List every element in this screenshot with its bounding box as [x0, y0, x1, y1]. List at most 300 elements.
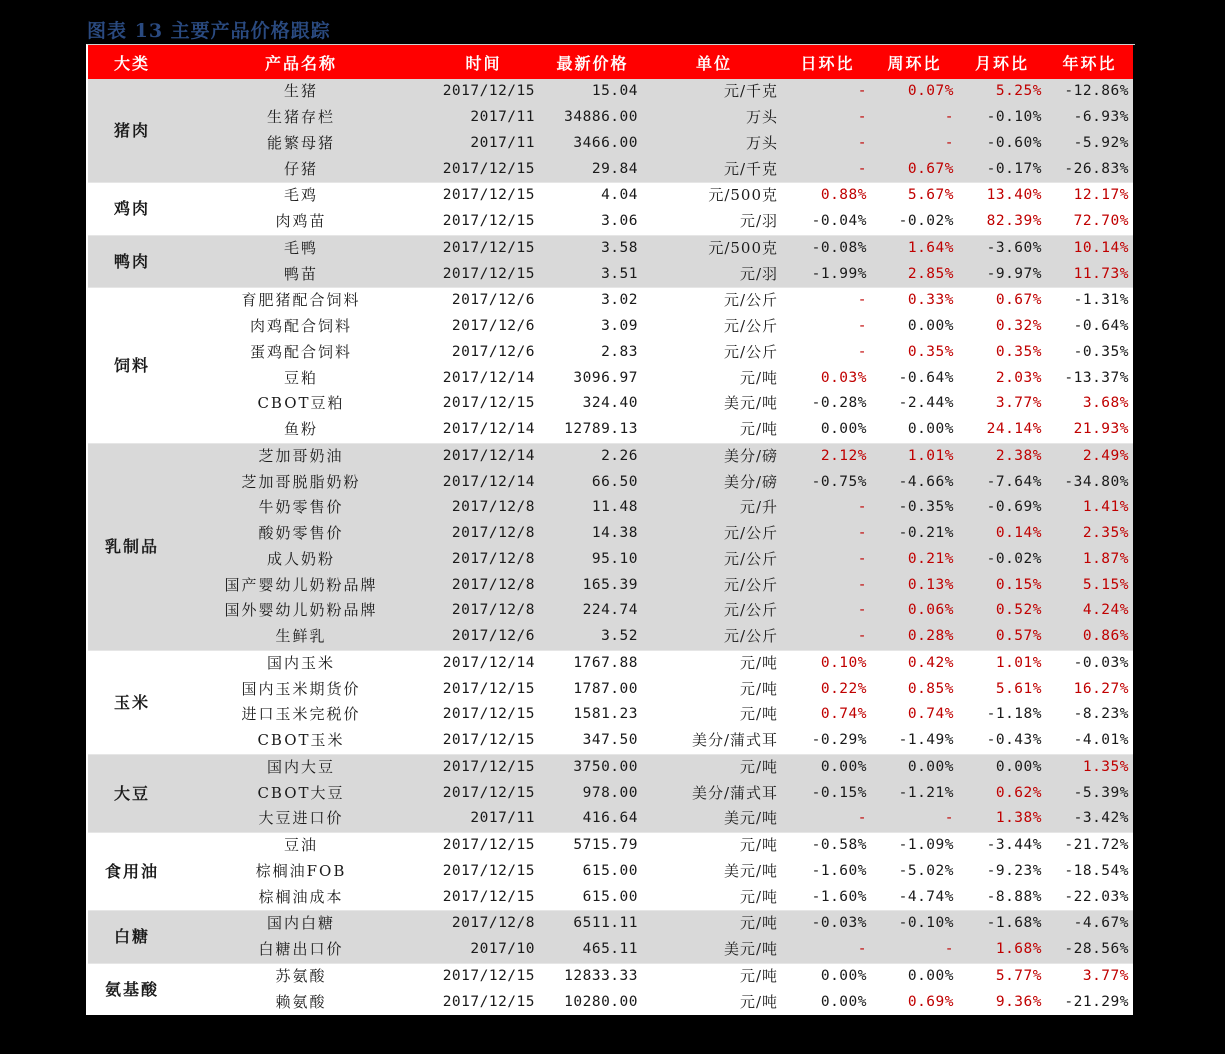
table-row [88, 598, 1133, 624]
week-over-week-cell: 0.13% [871, 572, 958, 598]
year-over-year-cell: -5.92% [1046, 131, 1133, 157]
price-cell: 3.52 [541, 624, 644, 650]
unit-cell: 元/千克 [644, 156, 784, 182]
product-name-cell: 棕榈油成本 [176, 884, 426, 910]
table-row [88, 521, 1133, 547]
unit-cell: 元/升 [644, 495, 784, 521]
unit-cell: 元/吨 [644, 650, 784, 676]
table-row [88, 728, 1133, 754]
week-over-week-cell: -4.66% [871, 469, 958, 495]
table-row [88, 989, 1133, 1015]
year-over-year-cell: 21.93% [1046, 417, 1133, 443]
category-cell: 氨基酸 [88, 963, 176, 1015]
date-cell: 2017/11 [426, 105, 541, 131]
day-over-day-cell: - [784, 340, 871, 366]
day-over-day-cell: - [784, 495, 871, 521]
year-over-year-cell: -12.86% [1046, 79, 1133, 105]
table-row [88, 417, 1133, 443]
month-over-month-cell: 0.32% [958, 314, 1046, 340]
year-over-year-cell: 11.73% [1046, 261, 1133, 287]
price-cell: 14.38 [541, 521, 644, 547]
month-over-month-cell: -3.60% [958, 235, 1046, 261]
product-name-cell: 肉鸡苗 [176, 209, 426, 235]
month-over-month-cell: 2.38% [958, 443, 1046, 469]
day-over-day-cell: 0.03% [784, 365, 871, 391]
day-over-day-cell: - [784, 131, 871, 157]
week-over-week-cell: -1.09% [871, 832, 958, 858]
price-tracking-table [88, 45, 1133, 1015]
year-over-year-cell: 4.24% [1046, 598, 1133, 624]
day-over-day-cell: 2.12% [784, 443, 871, 469]
price-cell: 3466.00 [541, 131, 644, 157]
year-over-year-cell: -21.72% [1046, 832, 1133, 858]
date-cell: 2017/11 [426, 131, 541, 157]
price-cell: 347.50 [541, 728, 644, 754]
day-over-day-cell: 0.22% [784, 676, 871, 702]
price-cell: 1581.23 [541, 702, 644, 728]
week-over-week-cell: 0.07% [871, 79, 958, 105]
product-name-cell: 肉鸡配合饲料 [176, 314, 426, 340]
week-over-week-cell: -0.64% [871, 365, 958, 391]
unit-cell: 元/公斤 [644, 314, 784, 340]
product-name-cell: 赖氨酸 [176, 989, 426, 1015]
date-cell: 2017/12/8 [426, 495, 541, 521]
day-over-day-cell: -1.60% [784, 859, 871, 885]
table-row [88, 288, 1133, 314]
month-over-month-cell: 1.01% [958, 650, 1046, 676]
price-cell: 3.02 [541, 288, 644, 314]
product-name-cell: 国内玉米期货价 [176, 676, 426, 702]
price-cell: 15.04 [541, 79, 644, 105]
week-over-week-cell: 0.33% [871, 288, 958, 314]
unit-cell: 元/吨 [644, 989, 784, 1015]
product-name-cell: CBOT玉米 [176, 728, 426, 754]
month-over-month-cell: -9.23% [958, 859, 1046, 885]
price-cell: 6511.11 [541, 911, 644, 937]
header-day-over-day: 日环比 [800, 53, 855, 73]
month-over-month-cell: 0.15% [958, 572, 1046, 598]
product-name-cell: 鸭苗 [176, 261, 426, 287]
week-over-week-cell: - [871, 937, 958, 963]
week-over-week-cell: 0.69% [871, 989, 958, 1015]
category-cell: 食用油 [88, 832, 176, 910]
table-row [88, 963, 1133, 989]
table-row [88, 391, 1133, 417]
product-name-cell: 芝加哥脱脂奶粉 [176, 469, 426, 495]
month-over-month-cell: -3.44% [958, 832, 1046, 858]
date-cell: 2017/12/15 [426, 728, 541, 754]
date-cell: 2017/12/15 [426, 963, 541, 989]
price-cell: 978.00 [541, 780, 644, 806]
product-name-cell: CBOT大豆 [176, 780, 426, 806]
table-row [88, 650, 1133, 676]
day-over-day-cell: - [784, 937, 871, 963]
month-over-month-cell: -7.64% [958, 469, 1046, 495]
date-cell: 2017/12/15 [426, 183, 541, 209]
day-over-day-cell: -0.15% [784, 780, 871, 806]
year-over-year-cell: -21.29% [1046, 989, 1133, 1015]
category-cell: 玉米 [88, 650, 176, 754]
price-cell: 465.11 [541, 937, 644, 963]
month-over-month-cell: 5.77% [958, 963, 1046, 989]
unit-cell: 美元/吨 [644, 806, 784, 832]
date-cell: 2017/12/15 [426, 391, 541, 417]
price-cell: 3.06 [541, 209, 644, 235]
day-over-day-cell: - [784, 288, 871, 314]
price-cell: 2.26 [541, 443, 644, 469]
product-name-cell: 大豆进口价 [176, 806, 426, 832]
year-over-year-cell: -1.31% [1046, 288, 1133, 314]
price-cell: 3.58 [541, 235, 644, 261]
unit-cell: 元/500克 [644, 235, 784, 261]
table-row [88, 209, 1133, 235]
week-over-week-cell: 5.67% [871, 183, 958, 209]
day-over-day-cell: - [784, 598, 871, 624]
day-over-day-cell: 0.00% [784, 754, 871, 780]
unit-cell: 元/公斤 [644, 288, 784, 314]
price-cell: 66.50 [541, 469, 644, 495]
unit-cell: 元/羽 [644, 209, 784, 235]
week-over-week-cell: - [871, 105, 958, 131]
day-over-day-cell: -0.04% [784, 209, 871, 235]
week-over-week-cell: 0.85% [871, 676, 958, 702]
unit-cell: 元/吨 [644, 911, 784, 937]
table-row [88, 547, 1133, 573]
date-cell: 2017/12/6 [426, 288, 541, 314]
product-name-cell: 白糖出口价 [176, 937, 426, 963]
table-row [88, 443, 1133, 469]
date-cell: 2017/12/8 [426, 547, 541, 573]
month-over-month-cell: 0.57% [958, 624, 1046, 650]
year-over-year-cell: -5.39% [1046, 780, 1133, 806]
table-row [88, 340, 1133, 366]
date-cell: 2017/12/15 [426, 79, 541, 105]
month-over-month-cell: 5.61% [958, 676, 1046, 702]
unit-cell: 元/公斤 [644, 624, 784, 650]
table-row [88, 780, 1133, 806]
price-cell: 615.00 [541, 859, 644, 885]
week-over-week-cell: -1.49% [871, 728, 958, 754]
date-cell: 2017/11 [426, 806, 541, 832]
date-cell: 2017/12/15 [426, 989, 541, 1015]
product-name-cell: 生猪存栏 [176, 105, 426, 131]
week-over-week-cell: 0.74% [871, 702, 958, 728]
year-over-year-cell: -22.03% [1046, 884, 1133, 910]
table-row [88, 365, 1133, 391]
day-over-day-cell: -0.03% [784, 911, 871, 937]
unit-cell: 元/500克 [644, 183, 784, 209]
table-row [88, 676, 1133, 702]
month-over-month-cell: 24.14% [958, 417, 1046, 443]
category-cell: 鸭肉 [88, 235, 176, 288]
product-name-cell: 生猪 [176, 79, 426, 105]
header-date: 时间 [465, 53, 502, 73]
month-over-month-cell: -9.97% [958, 261, 1046, 287]
year-over-year-cell: 10.14% [1046, 235, 1133, 261]
date-cell: 2017/12/14 [426, 443, 541, 469]
week-over-week-cell: 1.64% [871, 235, 958, 261]
product-name-cell: 仔猪 [176, 156, 426, 182]
unit-cell: 美分/蒲式耳 [644, 780, 784, 806]
unit-cell: 美分/蒲式耳 [644, 728, 784, 754]
price-cell: 1767.88 [541, 650, 644, 676]
unit-cell: 美元/吨 [644, 859, 784, 885]
week-over-week-cell: -2.44% [871, 391, 958, 417]
month-over-month-cell: -0.43% [958, 728, 1046, 754]
date-cell: 2017/12/8 [426, 521, 541, 547]
date-cell: 2017/12/8 [426, 572, 541, 598]
date-cell: 2017/12/15 [426, 754, 541, 780]
week-over-week-cell: 0.00% [871, 417, 958, 443]
day-over-day-cell: 0.00% [784, 989, 871, 1015]
year-over-year-cell: 2.49% [1046, 443, 1133, 469]
year-over-year-cell: -4.01% [1046, 728, 1133, 754]
unit-cell: 元/公斤 [644, 598, 784, 624]
unit-cell: 元/公斤 [644, 572, 784, 598]
date-cell: 2017/12/8 [426, 598, 541, 624]
year-over-year-cell: 1.41% [1046, 495, 1133, 521]
product-name-cell: 国内大豆 [176, 754, 426, 780]
month-over-month-cell: 2.03% [958, 365, 1046, 391]
year-over-year-cell: 3.77% [1046, 963, 1133, 989]
month-over-month-cell: 0.62% [958, 780, 1046, 806]
month-over-month-cell: 5.25% [958, 79, 1046, 105]
unit-cell: 元/吨 [644, 676, 784, 702]
table-row [88, 624, 1133, 650]
month-over-month-cell: -0.69% [958, 495, 1046, 521]
table-row [88, 911, 1133, 937]
month-over-month-cell: -0.10% [958, 105, 1046, 131]
week-over-week-cell: 0.67% [871, 156, 958, 182]
product-name-cell: 国外婴幼儿奶粉品牌 [176, 598, 426, 624]
month-over-month-cell: 13.40% [958, 183, 1046, 209]
week-over-week-cell: 0.21% [871, 547, 958, 573]
week-over-week-cell: -1.21% [871, 780, 958, 806]
unit-cell: 美元/吨 [644, 937, 784, 963]
header-unit: 单位 [695, 53, 732, 73]
year-over-year-cell: -0.03% [1046, 650, 1133, 676]
product-name-cell: 国内玉米 [176, 650, 426, 676]
month-over-month-cell: 0.52% [958, 598, 1046, 624]
unit-cell: 美分/磅 [644, 443, 784, 469]
unit-cell: 万头 [644, 105, 784, 131]
year-over-year-cell: -18.54% [1046, 859, 1133, 885]
category-cell: 饲料 [88, 288, 176, 444]
unit-cell: 元/吨 [644, 832, 784, 858]
unit-cell: 元/公斤 [644, 521, 784, 547]
price-cell: 3096.97 [541, 365, 644, 391]
day-over-day-cell: -0.75% [784, 469, 871, 495]
table-row [88, 806, 1133, 832]
price-cell: 1787.00 [541, 676, 644, 702]
category-cell: 白糖 [88, 911, 176, 964]
day-over-day-cell: - [784, 547, 871, 573]
week-over-week-cell: 0.00% [871, 754, 958, 780]
price-cell: 29.84 [541, 156, 644, 182]
product-name-cell: 毛鸡 [176, 183, 426, 209]
product-name-cell: 苏氨酸 [176, 963, 426, 989]
month-over-month-cell: 1.68% [958, 937, 1046, 963]
price-cell: 10280.00 [541, 989, 644, 1015]
product-name-cell: 育肥猪配合饲料 [176, 288, 426, 314]
table-row [88, 859, 1133, 885]
price-cell: 224.74 [541, 598, 644, 624]
price-cell: 416.64 [541, 806, 644, 832]
date-cell: 2017/12/6 [426, 314, 541, 340]
day-over-day-cell: - [784, 156, 871, 182]
month-over-month-cell: -8.88% [958, 884, 1046, 910]
month-over-month-cell: 3.77% [958, 391, 1046, 417]
price-cell: 165.39 [541, 572, 644, 598]
unit-cell: 元/吨 [644, 417, 784, 443]
week-over-week-cell: -4.74% [871, 884, 958, 910]
product-name-cell: 豆油 [176, 832, 426, 858]
year-over-year-cell: 0.86% [1046, 624, 1133, 650]
day-over-day-cell: -0.28% [784, 391, 871, 417]
unit-cell: 元/吨 [644, 702, 784, 728]
price-cell: 615.00 [541, 884, 644, 910]
product-name-cell: 酸奶零售价 [176, 521, 426, 547]
day-over-day-cell: 0.88% [784, 183, 871, 209]
month-over-month-cell: -1.18% [958, 702, 1046, 728]
unit-cell: 美元/吨 [644, 391, 784, 417]
year-over-year-cell: -0.35% [1046, 340, 1133, 366]
date-cell: 2017/12/15 [426, 156, 541, 182]
table-body [88, 79, 1133, 1015]
price-cell: 12789.13 [541, 417, 644, 443]
date-cell: 2017/12/6 [426, 624, 541, 650]
header-category: 大类 [113, 53, 150, 73]
unit-cell: 元/公斤 [644, 547, 784, 573]
product-name-cell: 鱼粉 [176, 417, 426, 443]
date-cell: 2017/12/15 [426, 832, 541, 858]
category-cell: 乳制品 [88, 443, 176, 650]
date-cell: 2017/12/15 [426, 702, 541, 728]
product-name-cell: 生鲜乳 [176, 624, 426, 650]
unit-cell: 元/吨 [644, 754, 784, 780]
price-cell: 34886.00 [541, 105, 644, 131]
week-over-week-cell: 0.42% [871, 650, 958, 676]
category-cell: 鸡肉 [88, 183, 176, 236]
day-over-day-cell: - [784, 314, 871, 340]
price-cell: 3.51 [541, 261, 644, 287]
date-cell: 2017/12/8 [426, 911, 541, 937]
price-cell: 3.09 [541, 314, 644, 340]
unit-cell: 元/公斤 [644, 340, 784, 366]
year-over-year-cell: -6.93% [1046, 105, 1133, 131]
product-name-cell: 豆粕 [176, 365, 426, 391]
year-over-year-cell: 16.27% [1046, 676, 1133, 702]
product-name-cell: 能繁母猪 [176, 131, 426, 157]
day-over-day-cell: 0.74% [784, 702, 871, 728]
date-cell: 2017/12/14 [426, 650, 541, 676]
day-over-day-cell: 0.10% [784, 650, 871, 676]
year-over-year-cell: -13.37% [1046, 365, 1133, 391]
header-product-name: 产品名称 [264, 53, 337, 73]
table-row [88, 235, 1133, 261]
table-row [88, 495, 1133, 521]
price-cell: 324.40 [541, 391, 644, 417]
price-tracking-table-container [86, 44, 1135, 1015]
date-cell: 2017/12/15 [426, 859, 541, 885]
year-over-year-cell: -26.83% [1046, 156, 1133, 182]
product-name-cell: 国内白糖 [176, 911, 426, 937]
date-cell: 2017/12/14 [426, 365, 541, 391]
category-cell: 大豆 [88, 754, 176, 832]
month-over-month-cell: 1.38% [958, 806, 1046, 832]
unit-cell: 元/千克 [644, 79, 784, 105]
year-over-year-cell: 3.68% [1046, 391, 1133, 417]
date-cell: 2017/12/15 [426, 209, 541, 235]
table-row [88, 183, 1133, 209]
unit-cell: 元/吨 [644, 884, 784, 910]
table-row [88, 314, 1133, 340]
price-cell: 2.83 [541, 340, 644, 366]
product-name-cell: 毛鸭 [176, 235, 426, 261]
product-name-cell: 成人奶粉 [176, 547, 426, 573]
week-over-week-cell: -0.21% [871, 521, 958, 547]
month-over-month-cell: 9.36% [958, 989, 1046, 1015]
year-over-year-cell: 2.35% [1046, 521, 1133, 547]
table-row [88, 469, 1133, 495]
unit-cell: 元/吨 [644, 365, 784, 391]
header-year-over-year: 年环比 [1062, 53, 1117, 73]
year-over-year-cell: 1.35% [1046, 754, 1133, 780]
product-name-cell: 芝加哥奶油 [176, 443, 426, 469]
date-cell: 2017/12/15 [426, 235, 541, 261]
date-cell: 2017/12/15 [426, 261, 541, 287]
table-row [88, 79, 1133, 105]
day-over-day-cell: -1.60% [784, 884, 871, 910]
price-cell: 5715.79 [541, 832, 644, 858]
date-cell: 2017/12/15 [426, 676, 541, 702]
date-cell: 2017/12/6 [426, 340, 541, 366]
date-cell: 2017/10 [426, 937, 541, 963]
table-row [88, 105, 1133, 131]
year-over-year-cell: -4.67% [1046, 911, 1133, 937]
date-cell: 2017/12/15 [426, 780, 541, 806]
day-over-day-cell: - [784, 79, 871, 105]
year-over-year-cell: -28.56% [1046, 937, 1133, 963]
table-row [88, 832, 1133, 858]
month-over-month-cell: 0.35% [958, 340, 1046, 366]
year-over-year-cell: -8.23% [1046, 702, 1133, 728]
month-over-month-cell: -0.17% [958, 156, 1046, 182]
week-over-week-cell: -0.35% [871, 495, 958, 521]
figure-title: 图表 13 主要产品价格跟踪 [87, 20, 331, 42]
day-over-day-cell: -0.29% [784, 728, 871, 754]
date-cell: 2017/12/15 [426, 884, 541, 910]
unit-cell: 元/吨 [644, 963, 784, 989]
day-over-day-cell: - [784, 624, 871, 650]
day-over-day-cell: -0.08% [784, 235, 871, 261]
table-row [88, 156, 1133, 182]
day-over-day-cell: - [784, 521, 871, 547]
week-over-week-cell: - [871, 806, 958, 832]
week-over-week-cell: 0.00% [871, 963, 958, 989]
header-month-over-month: 月环比 [974, 53, 1029, 73]
table-row [88, 131, 1133, 157]
week-over-week-cell: -0.02% [871, 209, 958, 235]
week-over-week-cell: -0.10% [871, 911, 958, 937]
date-cell: 2017/12/14 [426, 417, 541, 443]
week-over-week-cell: - [871, 131, 958, 157]
table-row [88, 884, 1133, 910]
day-over-day-cell: 0.00% [784, 963, 871, 989]
year-over-year-cell: -3.42% [1046, 806, 1133, 832]
product-name-cell: 牛奶零售价 [176, 495, 426, 521]
year-over-year-cell: 5.15% [1046, 572, 1133, 598]
